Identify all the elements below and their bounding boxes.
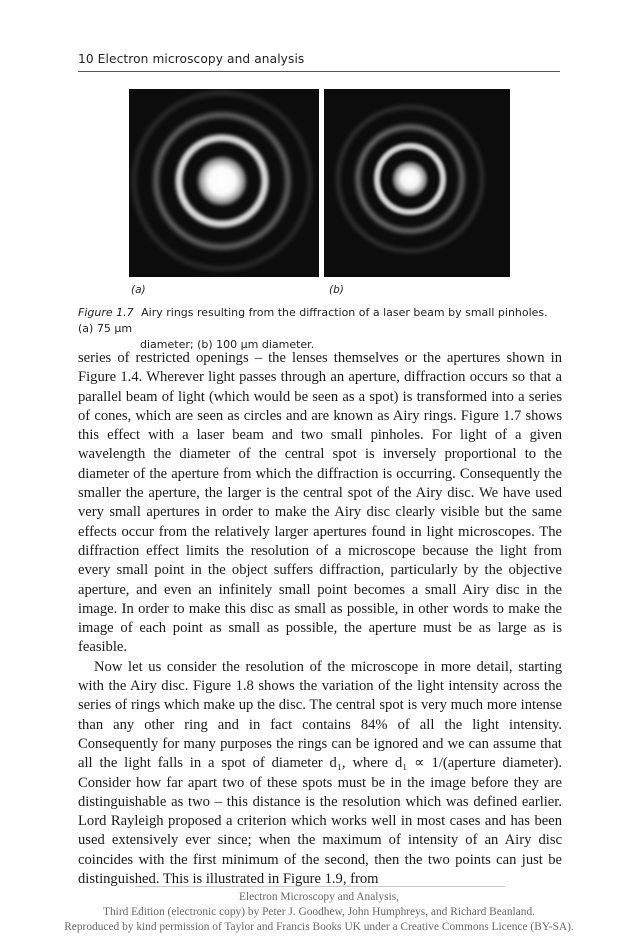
paragraph-1: series of restricted openings – the lenses themselves or the apertures shown in Figure 1.4. Wherever light passes through an aperture, diffraction occurs so that a parallel beam of light (which would be seen as a spot) is transformed into a series of cones, which are seen as circles and are known as Airy rings. Figure 1.7 shows this effect with a laser beam and two small pinholes. For light of a given wavelength the diameter of the central spot is inversely proportional to the diameter of the aperture from which the diffraction is occurring. Consequently the smaller the aperture, the larger is the central spot of the Airy disc. We have used very small apertures in order to make the Airy disc clearly visible but the same effects occur from the relatively larger apertures found in light microscopes. The diffraction effect limits the resolution of a microscope because the light from every small point in the object suffers diffraction, particularly by the objective aperture, and even an infinitely small point becomes a small Airy disc in the image. In order to make this disc as small as possible, in other words to make the image of each point as small as possible, the aperture must be as large as is feasible. — [78, 350, 562, 656]
running-head: 10 Electron microscopy and analysis — [78, 52, 305, 66]
footer-line-3: Reproduced by kind permission of Taylor and Francis Books UK under a Creative Commons Licence (BY-SA). — [64, 921, 574, 933]
paragraph-2: Now let us consider the resolution of the microscope in more detail, starting with the Airy disc. Figure 1.8 shows the variation of the light intensity across the series of rings which make up the disc. The central spot is very much more intense than any other ring and in fact contains 84% of all the light intensity. Consequently for many purposes the rings can be ignored and we can assume that all the light falls in a spot of diameter d₁, where d₁ ∝ 1/(aperture diameter). Consider how far apart two of these spots must be in the image before they are distinguishable as two – this distance is the resolution which was defined earlier. Lord Rayleigh proposed a criterion which works well in most cases and has been used extensively ever since; when the maximum of intensity of an Airy disc coincides with the first minimum of the second, then the two points can just be distinguished. This is illustrated in Figure 1.9, from — [78, 658, 562, 888]
header-rule — [78, 71, 560, 72]
panel-a-label: (a) — [131, 284, 146, 296]
caption-line-2: diameter; (b) 100 μm diameter. — [140, 338, 315, 351]
airy-rings-photo-b — [324, 89, 510, 277]
footer — [0, 890, 638, 935]
panel-b-label: (b) — [329, 284, 344, 296]
airy-rings-photo-a — [129, 89, 319, 277]
body-text — [78, 349, 562, 889]
figure-caption — [78, 305, 562, 353]
caption-figure-number: Figure 1.7 — [78, 306, 134, 319]
footer-line-1: Electron Microscopy and Analysis, — [238, 891, 400, 903]
caption-line-1: Airy rings resulting from the diffraction of a laser beam by small pinholes. (a) 75 μm — [78, 306, 548, 335]
footer-line-2: Third Edition (electronic copy) by Peter J. Goodhew, John Humphreys, and Richard Beanland. — [103, 906, 535, 918]
footer-rule — [135, 886, 505, 887]
